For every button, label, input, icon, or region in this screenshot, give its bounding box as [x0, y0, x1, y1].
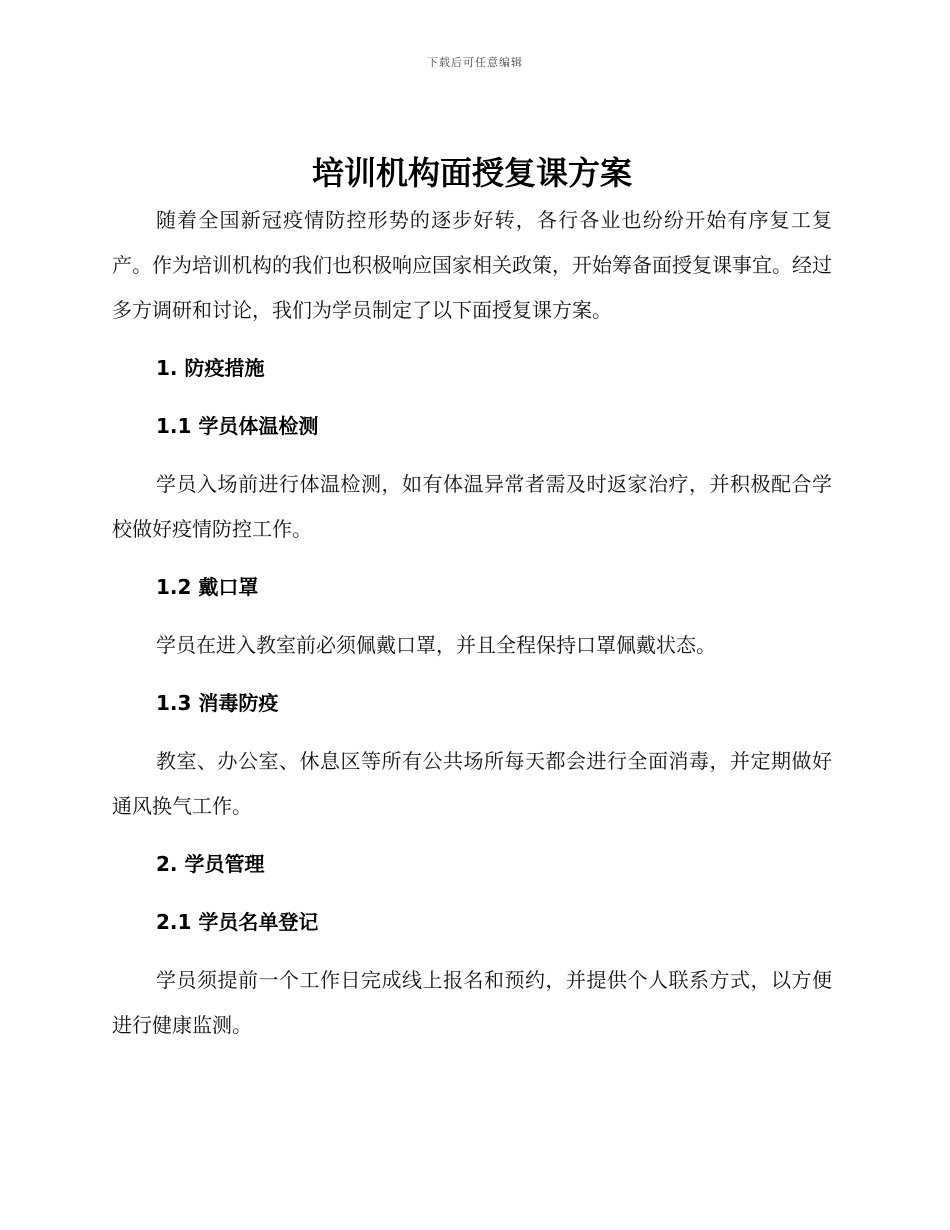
section-heading-student-management: 2. 学员管理	[156, 852, 265, 876]
subsection-heading-mask: 1.2 戴口罩	[156, 575, 259, 599]
section-heading-prevention: 1. 防疫措施	[156, 356, 265, 380]
subsection-text-disinfection: 教室、办公室、休息区等所有公共场所每天都会进行全面消毒，并定期做好通风换气工作。	[112, 749, 832, 818]
intro-paragraph: 随着全国新冠疫情防控形势的逐步好转，各行各业也纷纷开始有序复工复产。作为培训机构的我们也积极响应国家相关政策，开始筹备面授复课事宜。经过多方调研和讨论，我们为学员制定了以下面授复课方案。	[112, 208, 832, 322]
subsection-heading-temperature: 1.1 学员体温检测	[156, 414, 319, 438]
subsection-heading-disinfection: 1.3 消毒防疫	[156, 691, 279, 715]
subsection-heading-registration: 2.1 学员名单登记	[156, 910, 319, 934]
document-title: 培训机构面授复课方案	[311, 154, 632, 192]
page-header-note: 下载后可任意编辑	[427, 56, 523, 69]
subsection-text-mask: 学员在进入教室前必须佩戴口罩，并且全程保持口罩佩戴状态。	[156, 633, 716, 657]
subsection-text-registration: 学员须提前一个工作日完成线上报名和预约，并提供个人联系方式，以方便进行健康监测。	[112, 968, 832, 1037]
document-body	[112, 150, 832, 1048]
subsection-text-temperature: 学员入场前进行体温检测，如有体温异常者需及时返家治疗，并积极配合学校做好疫情防控工作。	[112, 472, 832, 541]
